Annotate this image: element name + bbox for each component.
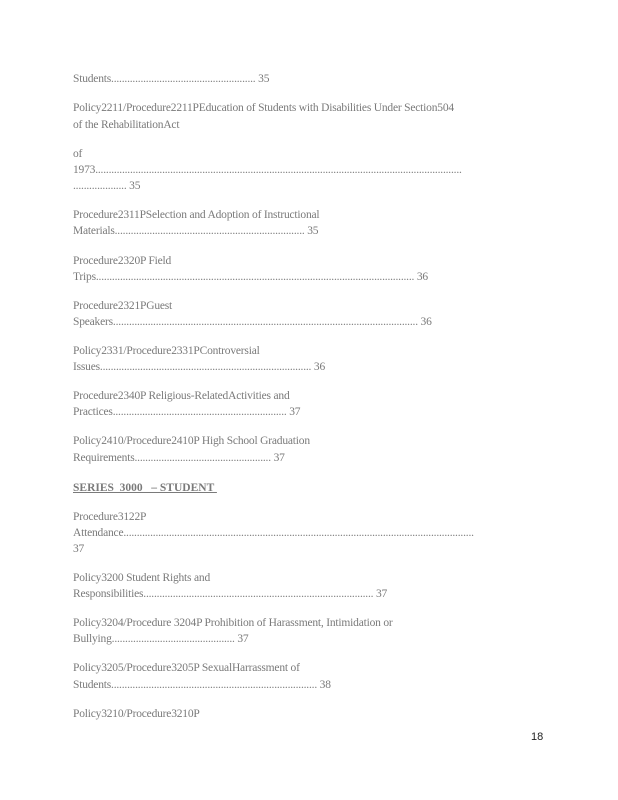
- toc-entry: Requirements................................................... 37: [73, 452, 285, 464]
- toc-entry: Procedure2320P Field: [73, 255, 172, 267]
- toc-entry: Bullying.............................................. 37: [73, 633, 249, 645]
- toc-entry: 37: [73, 543, 85, 555]
- toc-entry: 1973.........................................................................................................................................: [73, 164, 462, 176]
- toc-entry: Policy3204/Procedure 3204P Prohibition of Harassment, Intimidation or: [73, 617, 393, 629]
- toc-entry: Students...................................................... 35: [73, 73, 270, 85]
- toc-entry: Procedure2321PGuest: [73, 300, 173, 312]
- toc-entry: Policy2211/Procedure2211PEducation of Students with Disabilities Under Section504: [73, 102, 454, 114]
- toc-entry: Policy2331/Procedure2331PControversial: [73, 345, 260, 357]
- toc-entry: Policy3200 Student Rights and: [73, 572, 210, 584]
- toc-entry: Policy3210/Procedure3210P: [73, 708, 200, 720]
- toc-entry: Speakers.................................................................................................................. 36: [73, 316, 432, 328]
- toc-entry: of: [73, 148, 83, 160]
- toc-entry: .................... 35: [73, 180, 141, 192]
- toc-entry: Practices................................................................. 37: [73, 406, 301, 418]
- toc-entry: Procedure2340P Religious-RelatedActivities and: [73, 390, 290, 402]
- section-heading: SERIES 3000 – STUDENT: [73, 482, 217, 494]
- toc-entry: of the RehabilitationAct: [73, 119, 180, 131]
- toc-entry: Procedure2311PSelection and Adoption of Instructional: [73, 209, 320, 221]
- toc-entry: Policy2410/Procedure2410P High School Graduation: [73, 435, 310, 447]
- toc-entry: Attendance...................................................................................................................................: [73, 527, 474, 539]
- toc-entry: Trips....................................................................................................................... 36: [73, 271, 428, 283]
- toc-entry: Issues............................................................................... 36: [73, 361, 326, 373]
- page-number: 18: [531, 731, 544, 743]
- toc-entry: Materials....................................................................... 35: [73, 225, 319, 237]
- toc-entry: Students............................................................................. 38: [73, 679, 331, 691]
- toc-entry: Procedure3122P: [73, 511, 147, 523]
- toc-entry: Policy3205/Procedure3205P SexualHarrassment of: [73, 662, 300, 674]
- toc-entry: Responsibilities...................................................................................... 37: [73, 588, 388, 600]
